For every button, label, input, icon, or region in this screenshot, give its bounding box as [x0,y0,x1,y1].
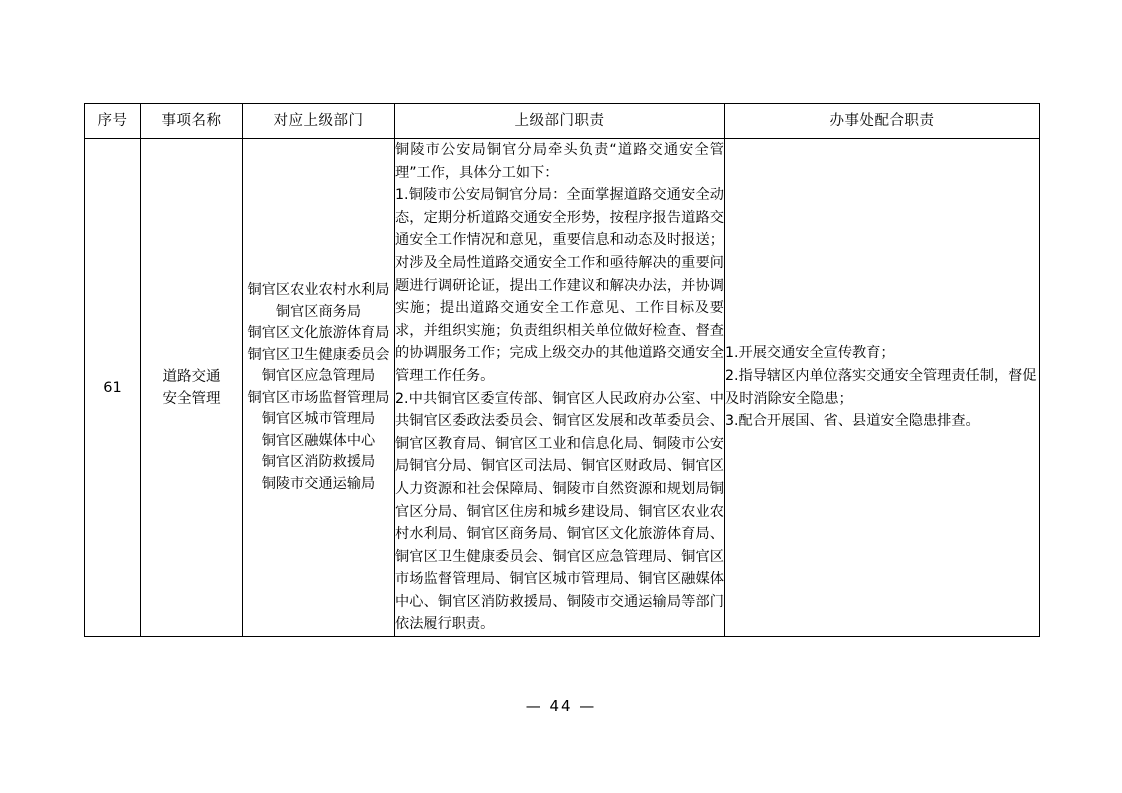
department-line: 铜官区农业农村水利局 [247,282,390,299]
upper-duty-text [395,139,724,636]
upper-duty-paragraph: 1.铜陵市公安局铜官分局：全面掌握道路交通安全动态，定期分析道路交通安全形势，按程序报告道路交通安全工作情况和意见，重要信息和动态及时报送；对涉及全局性道路交通安全工作和亟待解决的重要问题进行调研论证，提出工作建议和解决办法，并协调实施；提出道路交通安全工作意见、工作目标及要求，并组织实施；负责组织相关单位做好检查、督查的协调服务工作；完成上级交办的其他道路交通安全管理工作任务。 [395,187,724,384]
responsibility-table [84,103,1040,637]
header-item-name: 事项名称 [141,104,243,139]
cell-sequence-number: 61 [85,139,141,637]
cell-upper-duties [395,139,725,637]
upper-duty-paragraph: 铜陵市公安局铜官分局牵头负责“道路交通安全管理”工作，具体分工如下： [395,142,724,181]
department-line: 铜官区卫生健康委员会 [247,346,390,363]
department-line: 铜官区商务局 [275,303,362,320]
cell-upper-departments [243,139,395,637]
item-name-line: 道路交通 [162,368,221,385]
department-line: 铜官区市场监督管理局 [247,389,390,406]
header-office-duty: 办事处配合职责 [725,104,1040,139]
office-duty-line: 3.配合开展国、省、县道安全隐患排查。 [725,413,980,430]
item-name-line: 安全管理 [162,390,221,407]
office-duty-line: 1.开展交通安全宣传教育； [725,345,895,362]
department-line: 铜官区城市管理局 [261,411,376,428]
department-line: 铜官区消防救援局 [261,454,376,471]
header-seq: 序号 [85,104,141,139]
table-header-row [85,104,1040,139]
header-upper-department: 对应上级部门 [243,104,395,139]
department-line: 铜官区应急管理局 [261,368,376,385]
office-duty-line: 2.指导辖区内单位落实交通安全管理责任制，督促及时消除安全隐患； [725,367,1037,407]
department-line: 铜陵市交通运输局 [261,475,376,492]
department-line: 铜官区融媒体中心 [261,432,376,449]
table-row [85,139,1040,637]
upper-duty-paragraph: 2.中共铜官区委宣传部、铜官区人民政府办公室、中共铜官区委政法委员会、铜官区发展和改革委员会、铜官区教育局、铜官区工业和信息化局、铜陵市公安局铜官分局、铜官区司法局、铜官区财政局、铜官区人力资源和社会保障局、铜陵市自然资源和规划局铜官区分局、铜官区住房和城乡建设局、铜官区农业农村水利局、铜官区商务局、铜官区文化旅游体育局、铜官区卫生健康委员会、铜官区应急管理局、铜官区市场监督管理局、铜官区城市管理局、铜官区融媒体中心、铜官区消防救援局、铜陵市交通运输局等部门依法履行职责。 [395,390,724,633]
cell-item-name [141,139,243,637]
page-number: — 44 — [525,697,597,715]
cell-office-duties [725,139,1040,637]
department-line: 铜官区文化旅游体育局 [247,325,390,342]
header-upper-duty: 上级部门职责 [395,104,725,139]
